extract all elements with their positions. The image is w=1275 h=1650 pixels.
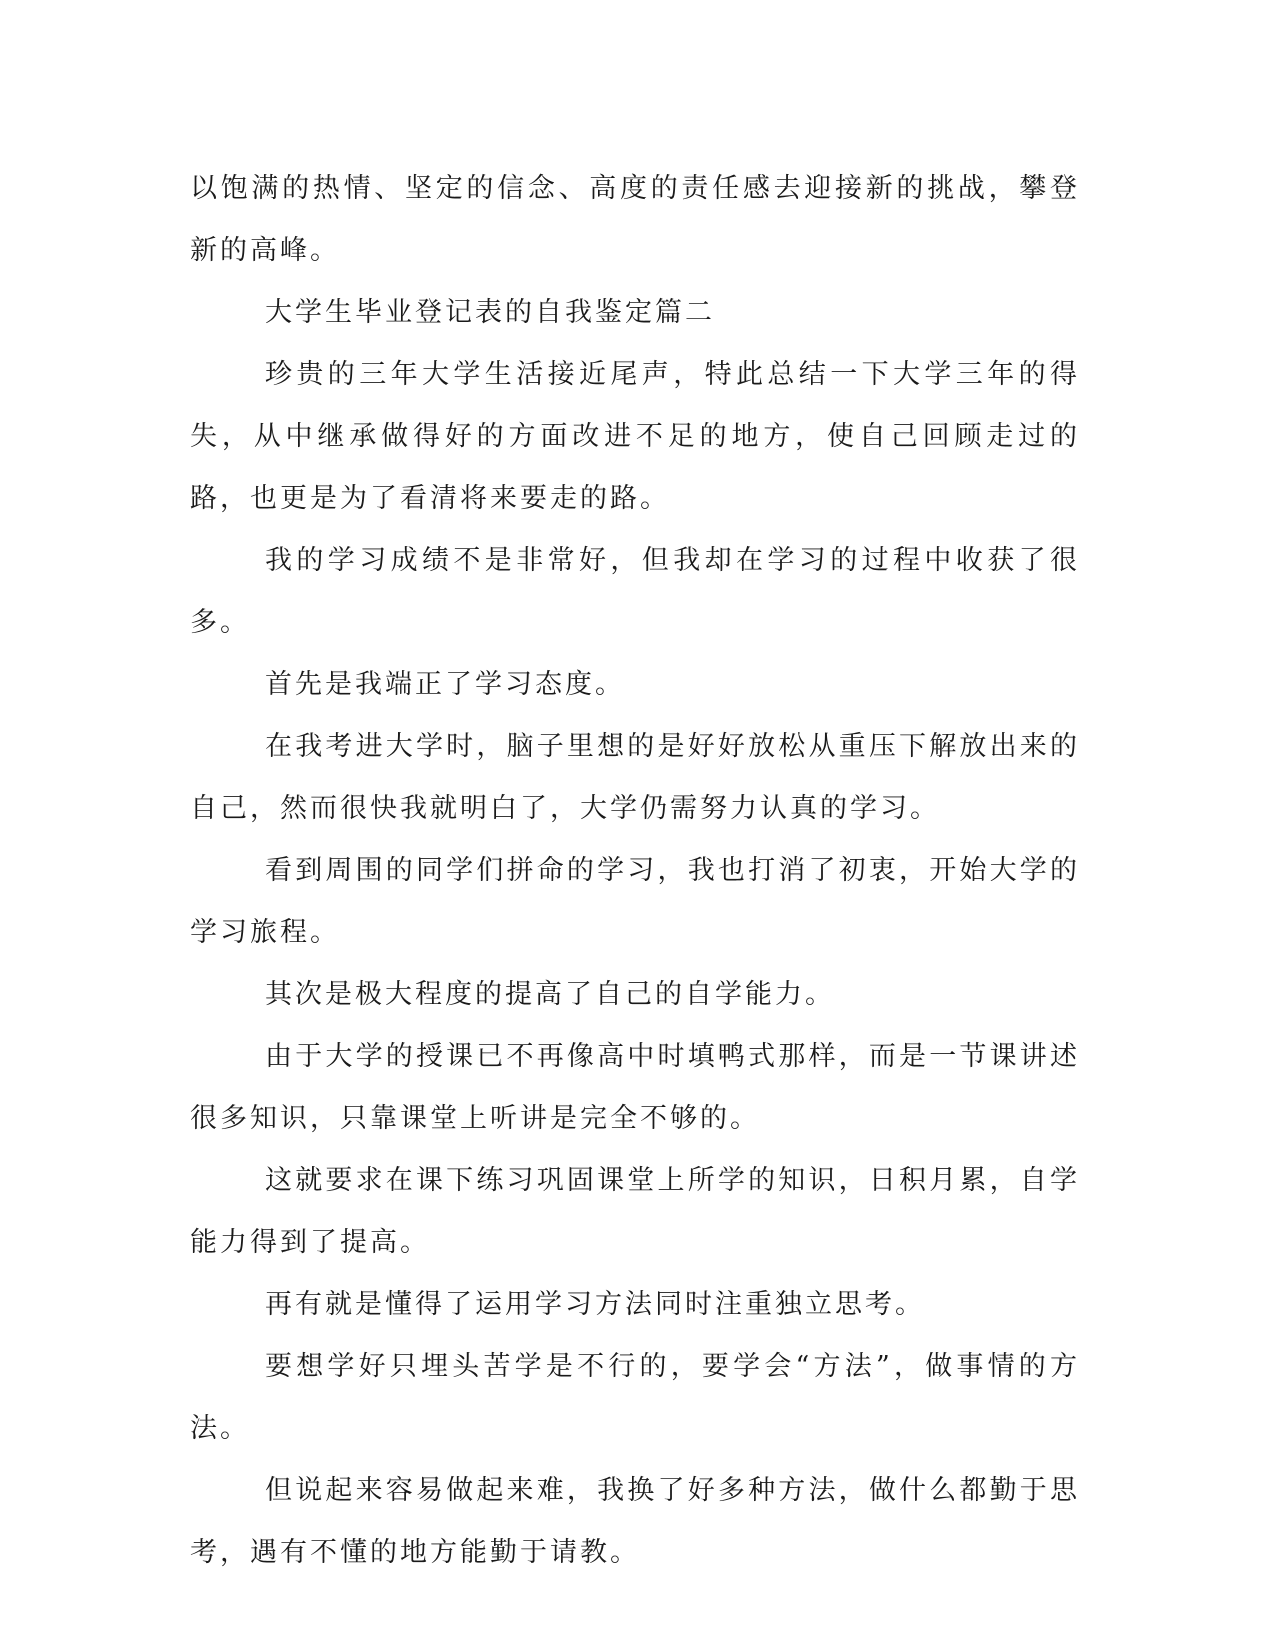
paragraph: 我的学习成绩不是非常好，但我却在学习的过程中收获了很多。 xyxy=(190,545,1080,638)
paragraph: 在我考进大学时，脑子里想的是好好放松从重压下解放出来的自己，然而很快我就明白了，大学仍需努力认真的学习。 xyxy=(190,731,1080,824)
paragraph: 其次是极大程度的提高了自己的自学能力。 xyxy=(265,979,835,1010)
paragraph-continuation: 以饱满的热情、坚定的信念、高度的责任感去迎接新的挑战，攀登新的高峰。 xyxy=(190,173,1080,266)
paragraph: 但说起来容易做起来难，我换了好多种方法，做什么都勤于思考，遇有不懂的地方能勤于请教。 xyxy=(190,1475,1080,1568)
paragraph: 这就要求在课下练习巩固课堂上所学的知识，日积月累，自学能力得到了提高。 xyxy=(190,1165,1080,1258)
paragraph: 再有就是懂得了运用学习方法同时注重独立思考。 xyxy=(265,1289,925,1320)
paragraph: 珍贵的三年大学生活接近尾声，特此总结一下大学三年的得失，从中继承做得好的方面改进不足的地方，使自己回顾走过的路，也更是为了看清将来要走的路。 xyxy=(190,359,1080,514)
paragraph: 首先是我端正了学习态度。 xyxy=(265,669,625,700)
paragraph: 由于大学的授课已不再像高中时填鸭式那样，而是一节课讲述很多知识，只靠课堂上听讲是完全不够的。 xyxy=(190,1041,1080,1134)
document-body xyxy=(190,158,1080,1584)
paragraph: 看到周围的同学们拼命的学习，我也打消了初衷，开始大学的学习旅程。 xyxy=(190,855,1080,948)
paragraph: 要想学好只埋头苦学是不行的，要学会“方法”，做事情的方法。 xyxy=(190,1351,1080,1444)
section-heading: 大学生毕业登记表的自我鉴定篇二 xyxy=(265,297,715,328)
